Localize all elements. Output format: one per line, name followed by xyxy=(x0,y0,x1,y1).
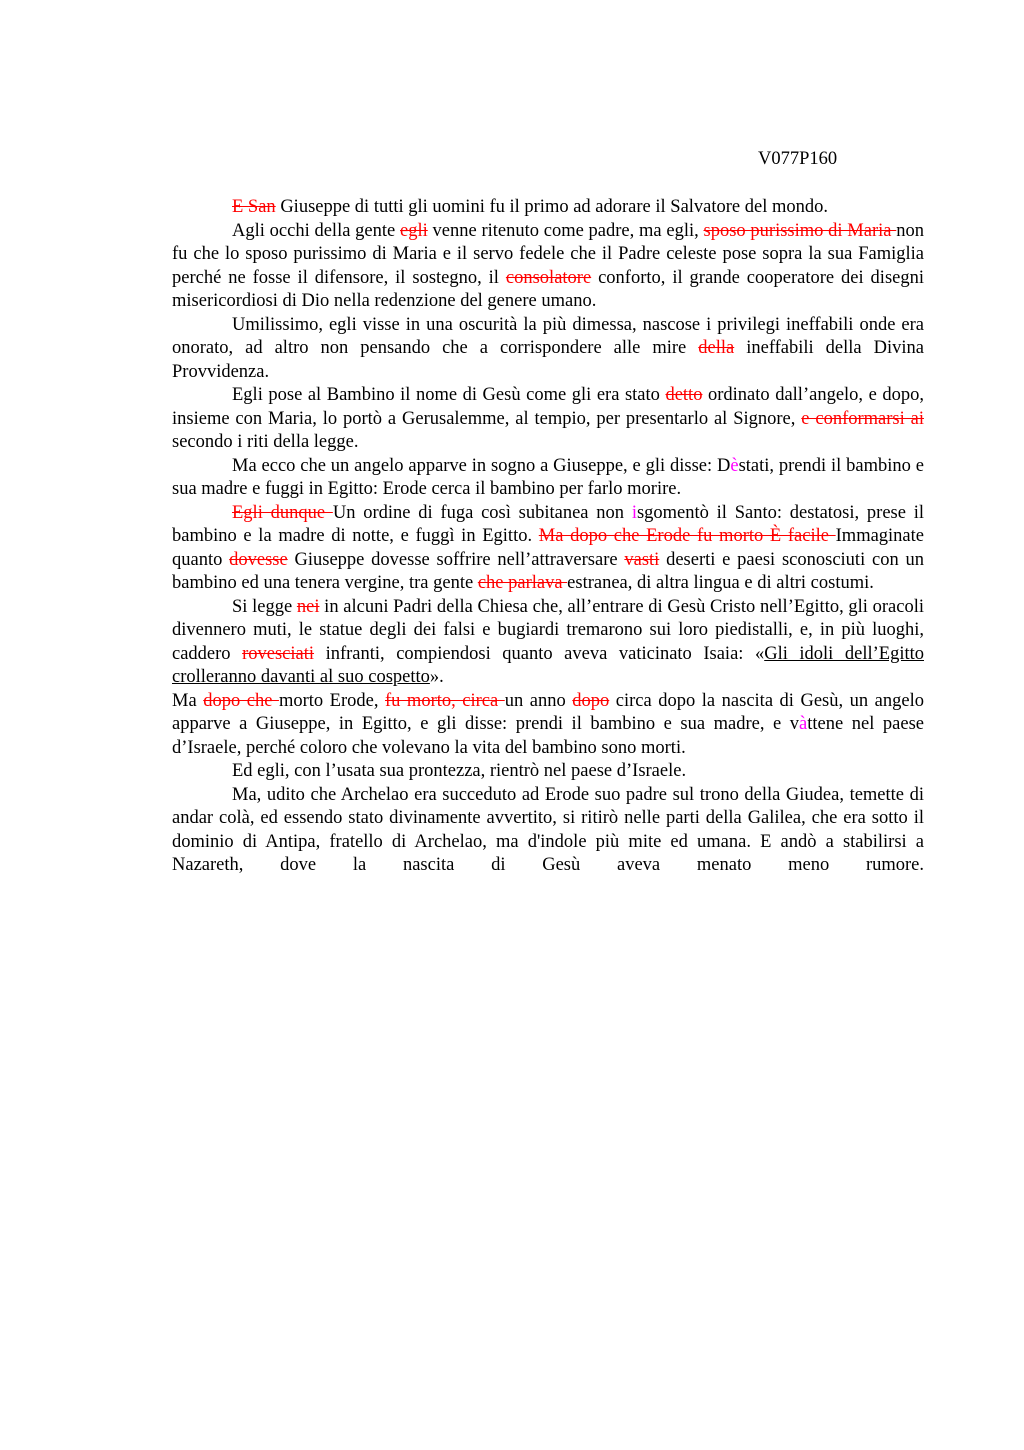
underlined-quote: Gli idoli dell’Egitto crolleranno davanti al suo cospetto xyxy=(172,643,924,687)
text-segment: Si legge xyxy=(232,596,297,617)
text-segment: Egli pose al Bambino il nome di Gesù come gli era stato xyxy=(232,385,666,405)
page-id: V077P160 xyxy=(758,149,838,169)
deleted-text: rovesciati xyxy=(242,643,315,664)
paragraph xyxy=(172,690,924,761)
text-segment: Umilissimo, egli visse in una oscurità la più dimessa, nascose i privilegi ineffabili onde era onorato, ad altro non pensando che a corrispondere alle mire xyxy=(172,314,924,358)
text-segment: conforto, il grande cooperatore dei disegni misericordiosi di Dio nella redenzione del genere umano. xyxy=(172,267,925,311)
text-segment: Giuseppe dovesse soffrire nell’attraversare xyxy=(287,549,625,570)
text-segment: Agli occhi della gente xyxy=(232,220,400,241)
text-segment: ttene nel paese d’Israele, perché coloro che volevano la vita del bambino sono morti. xyxy=(172,714,924,758)
paragraph xyxy=(172,784,924,878)
deleted-text: Egli dunque xyxy=(232,502,333,523)
text-segment: ineffabili della Divina Provvidenza. xyxy=(172,338,924,382)
deleted-text: nei xyxy=(296,596,320,617)
deleted-text: sposo purissimo di Maria xyxy=(703,220,897,241)
text-segment: in alcuni Padri della Chiesa che, all’entrare di Gesù Cristo nell’Egitto, gli oracoli divennero muti, le statue degli dei falsi e bugiardi tremarono sui loro piedistalli, e, in più luoghi, caddero xyxy=(172,596,924,664)
deleted-text: consolatore xyxy=(505,267,592,288)
paragraph xyxy=(172,196,924,220)
text-segment: Ma xyxy=(172,690,204,711)
text-segment: venne ritenuto come padre, ma egli, xyxy=(427,220,704,241)
paragraph xyxy=(172,760,924,784)
text-segment: Giuseppe di tutti gli uomini fu il primo ad adorare il Salvatore del mondo. xyxy=(275,197,829,217)
text-segment: circa dopo la nascita di Gesù, un angelo apparve a Giuseppe, in Egitto, e gli disse: prendi il bambino e sua madre, e v xyxy=(172,690,924,734)
inserted-accent: è xyxy=(730,455,739,476)
text-segment: stati, prendi il bambino e sua madre e fuggi in Egitto: Erode cerca il bambino per farlo morire. xyxy=(172,455,924,499)
text-segment: un anno xyxy=(504,690,573,711)
text-segment: Ma ecco che un angelo apparve in sogno a Giuseppe, e gli disse: D xyxy=(232,455,731,476)
deleted-text: dovesse xyxy=(229,549,288,570)
paragraph xyxy=(172,314,924,385)
paragraph xyxy=(172,455,924,502)
text-segment: secondo i riti della legge. xyxy=(172,432,359,452)
paragraph xyxy=(172,384,924,455)
text-segment: deserti e paesi sconosciuti con un bambino ed una tenera vergine, tra gente xyxy=(172,549,924,593)
deleted-text: dopo che xyxy=(203,690,279,711)
text-segment: Un ordine di fuga così subitanea non xyxy=(332,502,632,523)
deleted-text: Ma dopo che Erode fu morto È facile xyxy=(538,526,836,546)
text-segment: Ed egli, con l’usata sua prontezza, rientrò nel paese d’Israele. xyxy=(232,761,687,781)
text-segment: sgomentò il Santo: destatosi, prese il bambino e la madre di notte, e fuggì in Egitto. xyxy=(172,502,924,546)
text-segment: morto Erode, xyxy=(278,690,385,711)
paragraph xyxy=(172,502,924,596)
inserted-accent: à xyxy=(799,714,808,734)
text-segment: infranti, compiendosi quanto aveva vaticinato Isaia: « xyxy=(314,643,765,664)
text-segment: ». xyxy=(429,667,444,687)
text-segment: ordinato dall’angelo, e dopo, insieme con Maria, lo portò a Gerusalemme, al tempio, per presentarlo al Signore, xyxy=(172,385,924,429)
deleted-text: e conformarsi ai xyxy=(801,408,924,429)
paragraph xyxy=(172,220,924,314)
text-segment: Immaginate quanto xyxy=(172,526,924,570)
paragraph xyxy=(172,596,924,690)
deleted-text: che parlava xyxy=(477,573,568,593)
deleted-text: fu morto, circa xyxy=(384,690,505,711)
deleted-text: egli xyxy=(400,220,428,241)
manuscript-text xyxy=(172,196,924,878)
text-segment: estranea, di altra lingua e di altri costumi. xyxy=(567,573,874,593)
deleted-text: vasti xyxy=(624,549,660,570)
deleted-text: della xyxy=(698,338,735,358)
deleted-text: dopo xyxy=(572,690,610,711)
inserted-accent: i xyxy=(631,502,637,523)
deleted-text: E San xyxy=(232,197,276,217)
text-segment: Ma, udito che Archelao era succeduto ad Erode suo padre sul trono della Giudea, temette di andar colà, ed essendo stato divinamente avvertito, si ritirò nelle parti della Galilea, che era sotto il dominio di Antipa, fratello di Archelao, ma d'indole più mite ed umana. E andò a stabilirsi a Nazareth, dove la nascita di Gesù aveva menato meno rumore. xyxy=(172,784,924,875)
text-segment: non fu che lo sposo purissimo di Maria e il servo fedele che il Padre celeste pose sopra la sua Famiglia perché ne fosse il difensore, il sostegno, il xyxy=(172,220,924,288)
deleted-text: detto xyxy=(665,385,703,405)
